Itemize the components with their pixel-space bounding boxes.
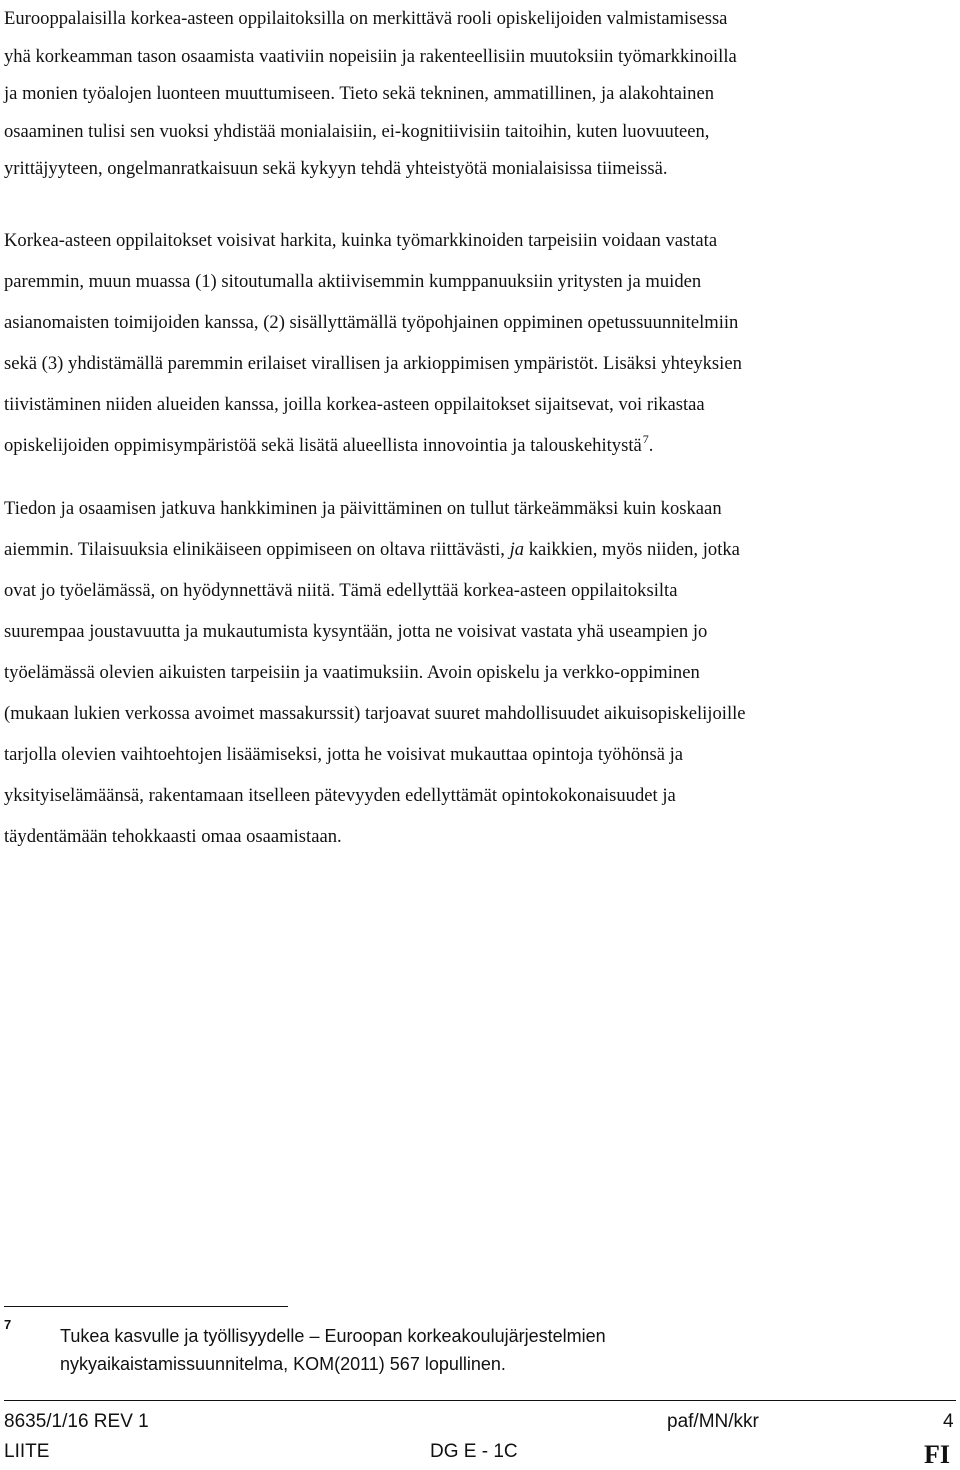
text-line: (mukaan lukien verkossa avoimet massakurssit) tarjoavat suuret mahdollisuudet aikuisopiskelijoille: [4, 703, 746, 724]
footnote-separator: [4, 1306, 288, 1307]
text-line: ja monien työalojen luonteen muuttumiseen. Tieto sekä tekninen, ammatillinen, ja alakohtainen: [4, 83, 715, 104]
footnote-text: [60, 1322, 606, 1378]
text-line-with-footnote: [4, 425, 956, 468]
text-line: tiivistäminen niiden alueiden kanssa, joilla korkea-asteen oppilaitokset sijaitsevat, voi rikastaa: [4, 394, 705, 415]
footnote-line: Tukea kasvulle ja työllisyydelle – Euroopan korkeakoulujärjestelmien: [60, 1326, 606, 1346]
footer-page-number: 4: [943, 1411, 954, 1432]
text-line-content: opiskelijoiden oppimisympäristöä sekä lisätä alueellista innovointia ja talouskehitystä: [4, 435, 642, 456]
text-line: asianomaisten toimijoiden kanssa, (2) sisällyttämällä työpohjainen oppiminen opetussuunnitelmiin: [4, 312, 739, 333]
footer-initials: paf/MN/kkr: [667, 1411, 759, 1432]
sentence-end: .: [648, 435, 654, 456]
text-line: osaaminen tulisi sen vuoksi yhdistää monialaisiin, ei-kognitiivisiin taitoihin, kuten luovuuteen,: [4, 120, 710, 142]
footnote-reference[interactable]: 7: [642, 432, 649, 446]
text-line: työelämässä olevien aikuisten tarpeisiin ja vaatimuksiin. Avoin opiskelu ja verkko-oppiminen: [4, 662, 700, 683]
text-segment: aiemmin. Tilaisuuksia elinikäiseen oppimiseen on oltava riittävästi,: [4, 539, 510, 560]
text-line: Korkea-asteen oppilaitokset voisivat harkita, kuinka työmarkkinoiden tarpeisiin voidaan vastata: [4, 230, 718, 251]
text-line: suurempaa joustavuutta ja mukautumista kysyntään, jotta ne voisivat vastata yhä useampien jo: [4, 621, 708, 642]
footer-separator: [4, 1400, 956, 1401]
text-line: yhä korkeamman tason osaamista vaativiin nopeisiin ja rakenteellisiin muutoksiin työmarkkinoilla: [4, 45, 737, 67]
emphasis-word: ja: [509, 539, 525, 560]
footer-language-code: FI: [924, 1440, 950, 1469]
footnote-line: nykyaikaistamissuunnitelma, KOM(2011) 567 lopullinen.: [60, 1354, 506, 1374]
text-line: tarjolla olevien vaihtoehtojen lisäämiseksi, jotta he voisivat mukauttaa opintoja työhönsä ja: [4, 744, 684, 765]
text-line: sekä (3) yhdistämällä paremmin erilaiset virallisen ja arkioppimisen ympäristöt. Lisäksi yhteyksien: [4, 353, 742, 374]
footer-annex-label: LIITE: [4, 1441, 50, 1462]
text-line: yksityiselämäänsä, rakentamaan itselleen pätevyyden edellyttämät opintokokonaisuudet ja: [4, 785, 676, 806]
text-line-with-emphasis: [4, 529, 956, 570]
text-line: täydentämään tehokkaasti omaa osaamistaan.: [4, 826, 342, 847]
paragraph-3: [4, 488, 956, 857]
paragraph-1: [4, 0, 956, 188]
text-segment: kaikkien, myös niiden, jotka: [524, 539, 740, 560]
text-line: paremmin, muun muassa (1) sitoutumalla aktiivisemmin kumppanuuksiin yritysten ja muiden: [4, 271, 702, 292]
text-line: Eurooppalaisilla korkea-asteen oppilaitoksilla on merkittävä rooli opiskelijoiden valmistamisessa: [4, 8, 728, 29]
paragraph-2: [4, 220, 956, 468]
footer-directorate: DG E - 1C: [430, 1441, 518, 1462]
text-line: ovat jo työelämässä, on hyödynnettävä niitä. Tämä edellyttää korkea-asteen oppilaitoksilta: [4, 580, 678, 601]
text-line: yrittäjyyteen, ongelmanratkaisuun sekä kykyyn tehdä yhteistyötä monialaisissa tiimeissä.: [4, 158, 668, 179]
footer-doc-reference: 8635/1/16 REV 1: [4, 1411, 149, 1432]
footnote-number: 7: [4, 1317, 12, 1332]
text-line: Tiedon ja osaamisen jatkuva hankkiminen ja päivittäminen on tullut tärkeämmäksi kuin koskaan: [4, 498, 722, 519]
